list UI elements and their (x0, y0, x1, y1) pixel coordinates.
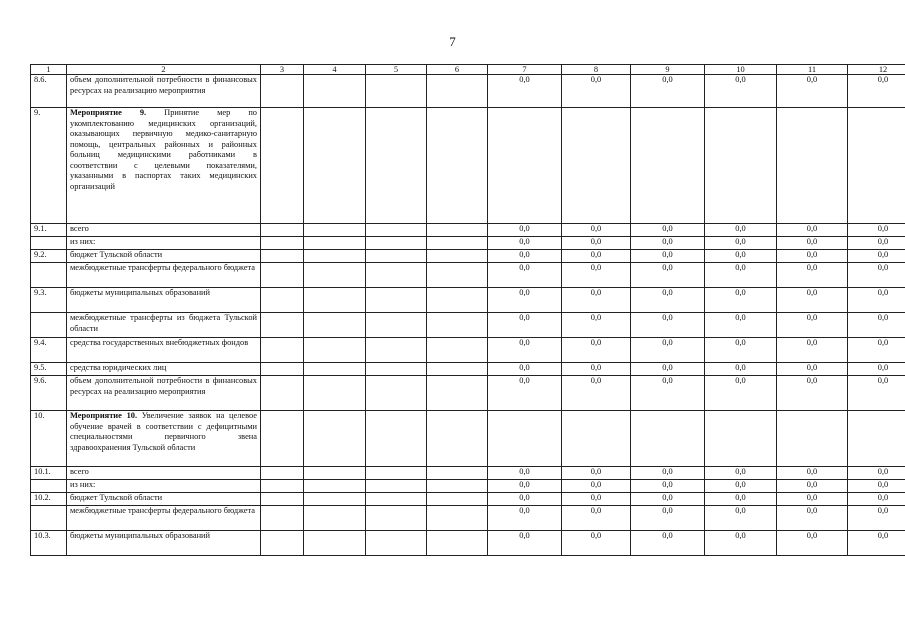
cell-col-5 (366, 411, 427, 467)
cell-col-11: 0,0 (777, 313, 848, 338)
cell-col-7 (488, 108, 562, 224)
cell-col-4 (304, 376, 366, 411)
row-description (67, 506, 261, 531)
budget-table (30, 64, 905, 556)
cell-col-3 (261, 338, 304, 363)
cell-col-5 (366, 531, 427, 556)
cell-col-3 (261, 250, 304, 263)
cell-col-4 (304, 531, 366, 556)
row-number: 9.4. (31, 338, 67, 363)
cell-col-7: 0,0 (488, 224, 562, 237)
row-text: бюджеты муниципальных образований (70, 531, 211, 540)
row-text: Принятие мер по укомплектованию медицинских организаций, оказывающих первичную медико-санитарную помощь, центральных районных и районных больниц медицинскими работниками в соответствии с целевыми показателями, указанными в паспортах таких медицинских организаций (70, 108, 257, 191)
cell-col-8: 0,0 (562, 224, 631, 237)
cell-col-12: 0,0 (848, 363, 905, 376)
cell-col-6 (427, 376, 488, 411)
row-number (31, 506, 67, 531)
cell-col-6 (427, 250, 488, 263)
table-row (31, 506, 905, 531)
cell-col-7: 0,0 (488, 75, 562, 108)
cell-col-5 (366, 224, 427, 237)
cell-col-9: 0,0 (631, 480, 705, 493)
row-text: бюджет Тульской области (70, 493, 163, 502)
cell-col-11: 0,0 (777, 288, 848, 313)
cell-col-12: 0,0 (848, 75, 905, 108)
cell-col-11: 0,0 (777, 237, 848, 250)
cell-col-8: 0,0 (562, 237, 631, 250)
row-number: 10.3. (31, 531, 67, 556)
cell-col-10: 0,0 (705, 467, 777, 480)
cell-col-4 (304, 250, 366, 263)
cell-col-3 (261, 531, 304, 556)
cell-col-5 (366, 376, 427, 411)
table-row (31, 531, 905, 556)
row-number (31, 480, 67, 493)
cell-col-3 (261, 480, 304, 493)
row-description (67, 224, 261, 237)
cell-col-9 (631, 108, 705, 224)
cell-col-6 (427, 363, 488, 376)
cell-col-8: 0,0 (562, 531, 631, 556)
cell-col-4 (304, 313, 366, 338)
cell-col-7: 0,0 (488, 376, 562, 411)
table-row (31, 493, 905, 506)
table-row (31, 313, 905, 338)
cell-col-9: 0,0 (631, 250, 705, 263)
cell-col-6 (427, 493, 488, 506)
cell-col-12: 0,0 (848, 250, 905, 263)
table-row (31, 263, 905, 288)
table-row (31, 237, 905, 250)
column-header-8: 8 (562, 65, 631, 75)
table-row (31, 480, 905, 493)
cell-col-3 (261, 506, 304, 531)
cell-col-5 (366, 288, 427, 313)
cell-col-5 (366, 363, 427, 376)
cell-col-11: 0,0 (777, 363, 848, 376)
cell-col-10: 0,0 (705, 531, 777, 556)
cell-col-8: 0,0 (562, 363, 631, 376)
cell-col-9: 0,0 (631, 338, 705, 363)
cell-col-11: 0,0 (777, 493, 848, 506)
cell-col-12: 0,0 (848, 338, 905, 363)
cell-col-6 (427, 108, 488, 224)
column-header-11: 11 (777, 65, 848, 75)
row-text: из них: (70, 237, 96, 246)
row-number (31, 313, 67, 338)
column-header-6: 6 (427, 65, 488, 75)
cell-col-5 (366, 506, 427, 531)
cell-col-9: 0,0 (631, 506, 705, 531)
row-text: межбюджетные трансферты федерального бюджета (70, 263, 255, 272)
cell-col-8: 0,0 (562, 467, 631, 480)
row-description (67, 480, 261, 493)
cell-col-3 (261, 237, 304, 250)
row-number (31, 263, 67, 288)
row-description (67, 313, 261, 338)
row-description (67, 376, 261, 411)
row-text: бюджет Тульской области (70, 250, 163, 259)
cell-col-11 (777, 108, 848, 224)
cell-col-3 (261, 288, 304, 313)
row-number: 9.3. (31, 288, 67, 313)
cell-col-10: 0,0 (705, 75, 777, 108)
cell-col-4 (304, 411, 366, 467)
table-body (31, 75, 905, 556)
cell-col-6 (427, 237, 488, 250)
cell-col-7: 0,0 (488, 288, 562, 313)
cell-col-9: 0,0 (631, 363, 705, 376)
cell-col-7: 0,0 (488, 338, 562, 363)
table-row (31, 250, 905, 263)
row-number: 9.1. (31, 224, 67, 237)
row-description (67, 411, 261, 467)
cell-col-5 (366, 108, 427, 224)
cell-col-4 (304, 288, 366, 313)
column-header-3: 3 (261, 65, 304, 75)
cell-col-4 (304, 75, 366, 108)
cell-col-9: 0,0 (631, 467, 705, 480)
cell-col-10: 0,0 (705, 363, 777, 376)
cell-col-5 (366, 493, 427, 506)
cell-col-3 (261, 224, 304, 237)
row-description (67, 237, 261, 250)
cell-col-4 (304, 467, 366, 480)
cell-col-5 (366, 338, 427, 363)
cell-col-11: 0,0 (777, 250, 848, 263)
cell-col-6 (427, 531, 488, 556)
column-header-10: 10 (705, 65, 777, 75)
cell-col-9 (631, 411, 705, 467)
table-row (31, 467, 905, 480)
cell-col-11: 0,0 (777, 506, 848, 531)
row-text: межбюджетные трансферты федерального бюджета (70, 506, 255, 515)
cell-col-12 (848, 108, 905, 224)
cell-col-3 (261, 493, 304, 506)
cell-col-8: 0,0 (562, 250, 631, 263)
row-description (67, 493, 261, 506)
cell-col-3 (261, 263, 304, 288)
cell-col-3 (261, 108, 304, 224)
column-header-5: 5 (366, 65, 427, 75)
row-number: 9.2. (31, 250, 67, 263)
cell-col-8: 0,0 (562, 506, 631, 531)
cell-col-12: 0,0 (848, 313, 905, 338)
cell-col-7: 0,0 (488, 363, 562, 376)
table-row (31, 363, 905, 376)
cell-col-3 (261, 376, 304, 411)
cell-col-7: 0,0 (488, 250, 562, 263)
row-number: 8.6. (31, 75, 67, 108)
cell-col-10: 0,0 (705, 263, 777, 288)
table-row (31, 75, 905, 108)
cell-col-10: 0,0 (705, 288, 777, 313)
cell-col-4 (304, 506, 366, 531)
cell-col-10: 0,0 (705, 480, 777, 493)
cell-col-7: 0,0 (488, 493, 562, 506)
cell-col-11: 0,0 (777, 467, 848, 480)
cell-col-9: 0,0 (631, 531, 705, 556)
cell-col-8: 0,0 (562, 376, 631, 411)
cell-col-4 (304, 480, 366, 493)
cell-col-3 (261, 75, 304, 108)
row-description (67, 108, 261, 224)
column-header-4: 4 (304, 65, 366, 75)
cell-col-5 (366, 313, 427, 338)
cell-col-7: 0,0 (488, 313, 562, 338)
cell-col-6 (427, 75, 488, 108)
cell-col-12: 0,0 (848, 237, 905, 250)
cell-col-8: 0,0 (562, 493, 631, 506)
row-description (67, 75, 261, 108)
cell-col-11: 0,0 (777, 531, 848, 556)
row-text: из них: (70, 480, 96, 489)
row-title-bold: Мероприятие 9. (70, 108, 147, 117)
cell-col-10: 0,0 (705, 493, 777, 506)
cell-col-10 (705, 411, 777, 467)
cell-col-8: 0,0 (562, 263, 631, 288)
cell-col-12: 0,0 (848, 493, 905, 506)
cell-col-9: 0,0 (631, 75, 705, 108)
cell-col-6 (427, 263, 488, 288)
cell-col-7 (488, 411, 562, 467)
row-description (67, 531, 261, 556)
cell-col-11: 0,0 (777, 224, 848, 237)
cell-col-7: 0,0 (488, 263, 562, 288)
cell-col-10: 0,0 (705, 250, 777, 263)
cell-col-11 (777, 411, 848, 467)
cell-col-12: 0,0 (848, 288, 905, 313)
cell-col-5 (366, 263, 427, 288)
cell-col-3 (261, 363, 304, 376)
cell-col-6 (427, 506, 488, 531)
cell-col-9: 0,0 (631, 376, 705, 411)
row-description (67, 288, 261, 313)
cell-col-11: 0,0 (777, 75, 848, 108)
row-text: межбюджетные трансферты из бюджета Тульской области (70, 313, 257, 333)
row-text: средства государственных внебюджетных фондов (70, 338, 249, 347)
cell-col-12 (848, 411, 905, 467)
cell-col-8: 0,0 (562, 480, 631, 493)
cell-col-5 (366, 237, 427, 250)
row-text: всего (70, 224, 89, 233)
row-text: Увеличение заявок на целевое обучение врачей в соответствии с дефицитными специальностями первичного звена здравоохранения Тульской области (70, 411, 258, 452)
row-description (67, 363, 261, 376)
cell-col-8 (562, 108, 631, 224)
row-title-bold: Мероприятие 10. (70, 411, 138, 420)
cell-col-7: 0,0 (488, 467, 562, 480)
cell-col-11: 0,0 (777, 338, 848, 363)
cell-col-5 (366, 480, 427, 493)
cell-col-5 (366, 250, 427, 263)
cell-col-10: 0,0 (705, 313, 777, 338)
cell-col-8: 0,0 (562, 338, 631, 363)
row-number: 9.5. (31, 363, 67, 376)
row-number: 10.2. (31, 493, 67, 506)
cell-col-9: 0,0 (631, 237, 705, 250)
cell-col-7: 0,0 (488, 531, 562, 556)
cell-col-10: 0,0 (705, 224, 777, 237)
cell-col-10: 0,0 (705, 506, 777, 531)
row-description (67, 263, 261, 288)
table-row (31, 376, 905, 411)
row-number: 10.1. (31, 467, 67, 480)
cell-col-8: 0,0 (562, 288, 631, 313)
cell-col-9: 0,0 (631, 313, 705, 338)
row-text: объем дополнительной потребности в финансовых ресурсах на реализацию мероприятия (70, 75, 257, 95)
table-row (31, 338, 905, 363)
cell-col-5 (366, 467, 427, 480)
cell-col-7: 0,0 (488, 237, 562, 250)
cell-col-11: 0,0 (777, 480, 848, 493)
cell-col-12: 0,0 (848, 506, 905, 531)
header-row (31, 65, 905, 75)
cell-col-11: 0,0 (777, 376, 848, 411)
row-number: 9. (31, 108, 67, 224)
cell-col-6 (427, 411, 488, 467)
row-text: объем дополнительной потребности в финансовых ресурсах на реализацию мероприятия (70, 376, 257, 396)
cell-col-6 (427, 288, 488, 313)
cell-col-12: 0,0 (848, 263, 905, 288)
table-row (31, 108, 905, 224)
cell-col-12: 0,0 (848, 224, 905, 237)
cell-col-6 (427, 224, 488, 237)
cell-col-4 (304, 108, 366, 224)
cell-col-12: 0,0 (848, 480, 905, 493)
column-header-12: 12 (848, 65, 905, 75)
cell-col-4 (304, 363, 366, 376)
row-number: 9.6. (31, 376, 67, 411)
table-row (31, 288, 905, 313)
row-description (67, 338, 261, 363)
row-number (31, 237, 67, 250)
cell-col-9: 0,0 (631, 263, 705, 288)
row-description (67, 250, 261, 263)
cell-col-4 (304, 263, 366, 288)
row-text: бюджеты муниципальных образований (70, 288, 211, 297)
row-description (67, 467, 261, 480)
cell-col-4 (304, 338, 366, 363)
cell-col-11: 0,0 (777, 263, 848, 288)
cell-col-10 (705, 108, 777, 224)
cell-col-12: 0,0 (848, 376, 905, 411)
cell-col-7: 0,0 (488, 480, 562, 493)
cell-col-3 (261, 313, 304, 338)
page-number: 7 (449, 34, 456, 49)
cell-col-9: 0,0 (631, 288, 705, 313)
cell-col-6 (427, 467, 488, 480)
cell-col-8 (562, 411, 631, 467)
cell-col-12: 0,0 (848, 531, 905, 556)
column-header-1: 1 (31, 65, 67, 75)
cell-col-4 (304, 224, 366, 237)
row-text: средства юридических лиц (70, 363, 167, 372)
cell-col-10: 0,0 (705, 338, 777, 363)
row-text: всего (70, 467, 89, 476)
cell-col-9: 0,0 (631, 493, 705, 506)
cell-col-9: 0,0 (631, 224, 705, 237)
row-number: 10. (31, 411, 67, 467)
cell-col-3 (261, 467, 304, 480)
cell-col-6 (427, 338, 488, 363)
column-header-7: 7 (488, 65, 562, 75)
cell-col-8: 0,0 (562, 75, 631, 108)
cell-col-4 (304, 493, 366, 506)
table-row (31, 411, 905, 467)
cell-col-10: 0,0 (705, 376, 777, 411)
cell-col-10: 0,0 (705, 237, 777, 250)
cell-col-8: 0,0 (562, 313, 631, 338)
cell-col-6 (427, 480, 488, 493)
cell-col-4 (304, 237, 366, 250)
column-header-9: 9 (631, 65, 705, 75)
table-row (31, 224, 905, 237)
column-header-2: 2 (67, 65, 261, 75)
cell-col-6 (427, 313, 488, 338)
cell-col-5 (366, 75, 427, 108)
cell-col-7: 0,0 (488, 506, 562, 531)
cell-col-12: 0,0 (848, 467, 905, 480)
cell-col-3 (261, 411, 304, 467)
